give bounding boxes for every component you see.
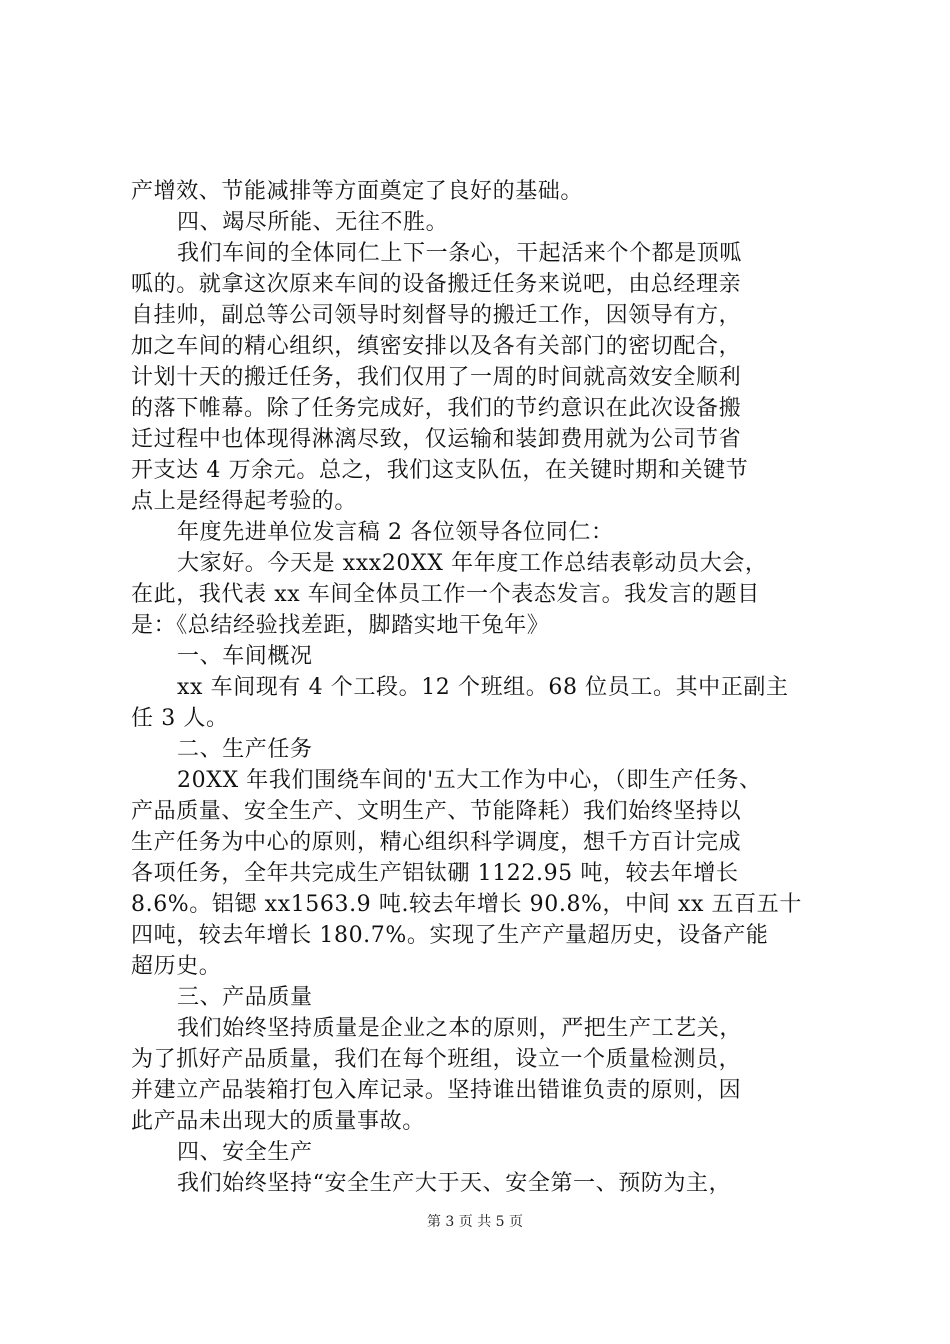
body-text-line: 任 3 人。 (131, 706, 229, 731)
body-text-line: 是：《总结经验找差距，脚踏实地干兔年》 (131, 613, 550, 638)
paragraph-first-line: 我们始终坚持质量是企业之本的原则，严把生产工艺关， (177, 1016, 743, 1041)
body-text-line: 迁过程中也体现得淋漓尽致，仅运输和装卸费用就为公司节省 (131, 427, 742, 452)
section-heading: 三、产品质量 (177, 985, 313, 1010)
body-text-line: 四吨，较去年增长 180.7%。实现了生产产量超历史，设备产能 (131, 923, 769, 948)
body-text-line: 8.6%。铝锶 xx1563.9 吨.较去年增长 90.8%，中间 xx 五百五十 (131, 892, 802, 917)
body-text-line: 加之车间的精心组织，缜密安排以及各有关部门的密切配合， (131, 334, 742, 359)
body-text-line: 自挂帅，副总等公司领导时刻督导的搬迁工作，因领导有方， (131, 303, 742, 328)
speech-title: 年度先进单位发言稿 2 各位领导各位同仁： (177, 520, 614, 545)
section-heading: 四、竭尽所能、无往不胜。 (177, 210, 449, 235)
paragraph-first-line: 20XX 年我们围绕车间的'五大工作为中心，（即生产任务、 (177, 768, 762, 793)
section-heading: 一、车间概况 (177, 644, 313, 669)
body-text-line: 点上是经得起考验的。 (131, 489, 358, 514)
paragraph-first-line: 我们车间的全体同仁上下一条心，干起活来个个都是顶呱 (177, 241, 743, 266)
body-text-line: 各项任务，全年共完成生产铝钛硼 1122.95 吨，较去年增长 (131, 861, 739, 886)
body-text-line: 生产任务为中心的原则，精心组织科学调度，想千方百计完成 (131, 830, 742, 855)
body-text-line: 产品质量、安全生产、文明生产、节能降耗）我们始终坚持以 (131, 799, 742, 824)
paragraph-first-line: 我们始终坚持“安全生产大于天、安全第一、预防为主， (177, 1171, 732, 1196)
body-text-line: 此产品未出现大的质量事故。 (131, 1109, 425, 1134)
body-text-line: 呱的。就拿这次原来车间的设备搬迁任务来说吧，由总经理亲 (131, 272, 742, 297)
body-text-line: 在此，我代表 xx 车间全体员工作一个表态发言。我发言的题目 (131, 582, 760, 607)
body-text-line: 开支达 4 万余元。总之，我们这支队伍，在关键时期和关键节 (131, 458, 749, 483)
paragraph-first-line: xx 车间现有 4 个工段。12 个班组。68 位员工。其中正副主 (177, 675, 789, 700)
section-heading: 二、生产任务 (177, 737, 313, 762)
paragraph-first-line: 大家好。今天是 xxx20XX 年年度工作总结表彰动员大会， (177, 551, 768, 576)
body-text-line: 的落下帷幕。除了任务完成好，我们的节约意识在此次设备搬 (131, 396, 742, 421)
body-text-line: 并建立产品装箱打包入库记录。坚持谁出错谁负责的原则，因 (131, 1078, 742, 1103)
page-footer: 第 3 页 共 5 页 (426, 1214, 524, 1230)
body-text-line: 为了抓好产品质量，我们在每个班组，设立一个质量检测员， (131, 1047, 742, 1072)
body-text-line: 产增效、节能减排等方面奠定了良好的基础。 (131, 179, 584, 204)
section-heading: 四、安全生产 (177, 1140, 313, 1165)
body-text-line: 计划十天的搬迁任务，我们仅用了一周的时间就高效安全顺利 (131, 365, 742, 390)
body-text-line: 超历史。 (131, 954, 222, 979)
